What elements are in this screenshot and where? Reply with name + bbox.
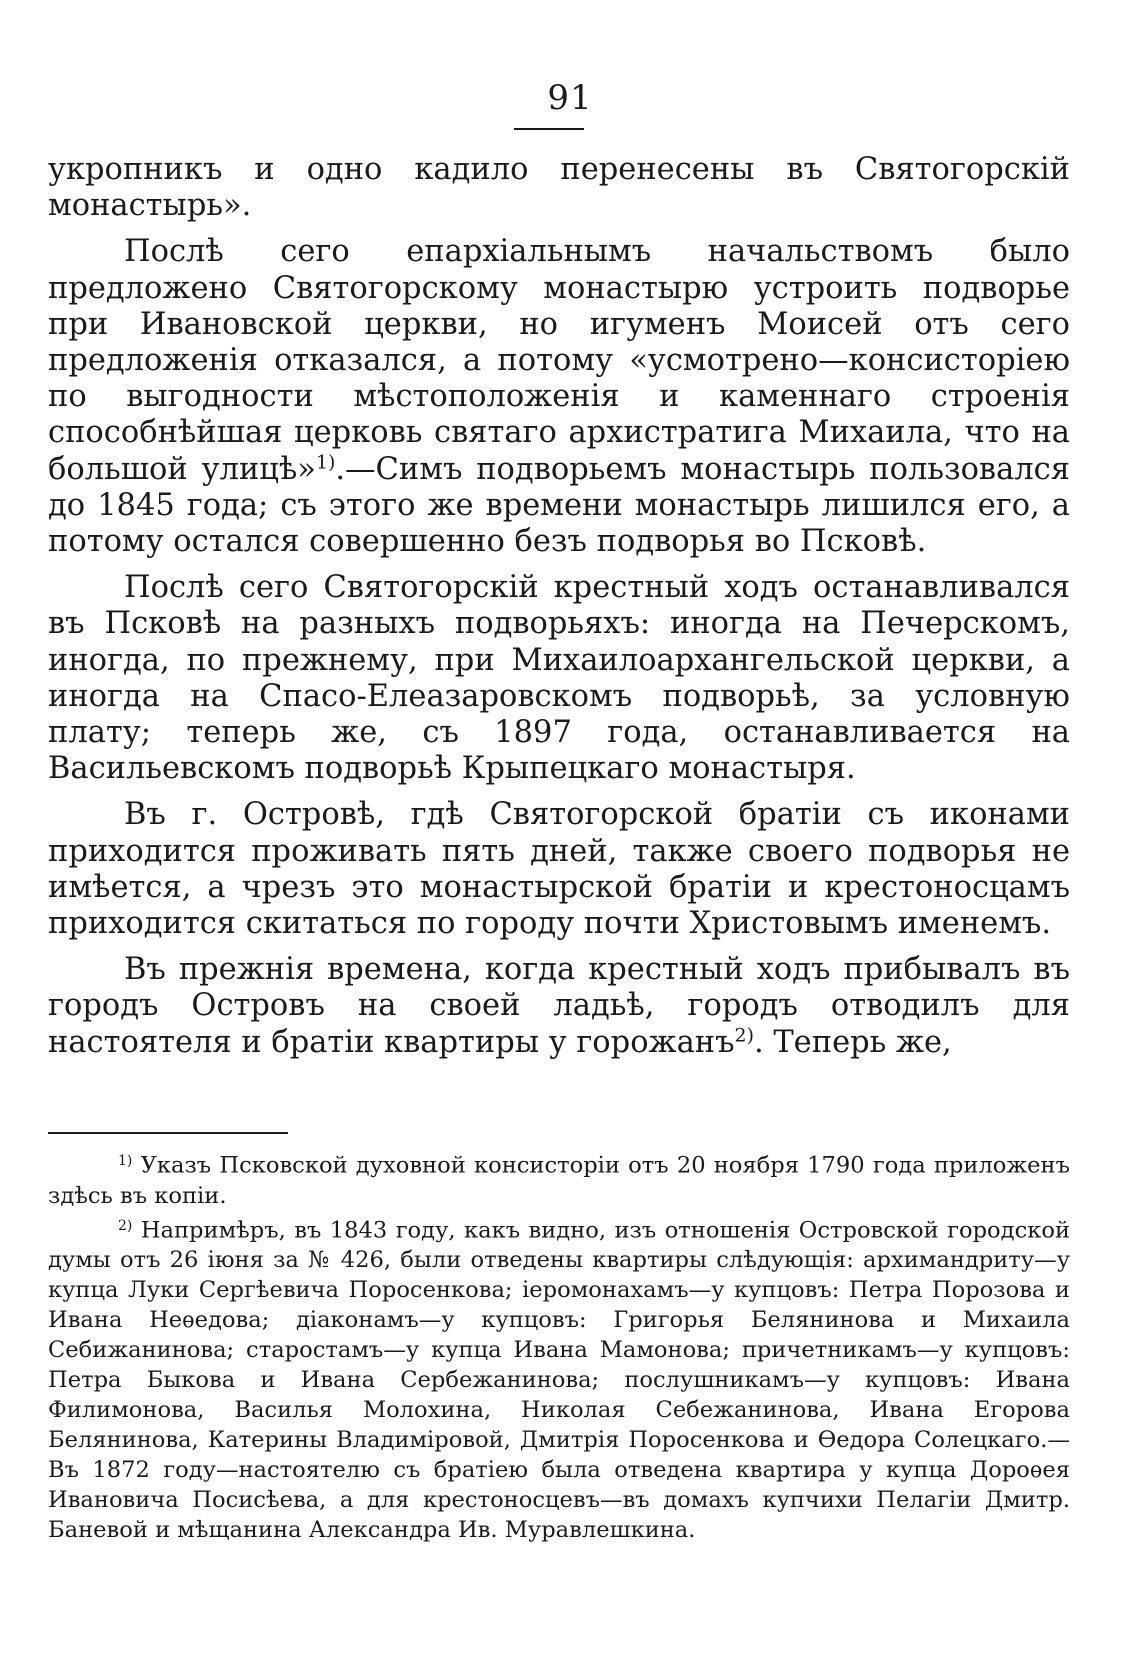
paragraph — [48, 570, 1070, 787]
paragraph — [48, 797, 1070, 942]
footnote — [48, 1211, 1070, 1546]
page-number: 91 — [547, 78, 593, 118]
footnotes — [48, 1146, 1070, 1545]
paragraph — [48, 952, 1070, 1061]
paragraph — [48, 234, 1070, 560]
paragraph — [48, 152, 1070, 224]
paragraph-text: Послѣ сего епархіальнымъ начальствомъ было предложено Святогорскому монастырю устроить подворье при Ивановской церкви, но игуменъ Моисей отъ сего предложенія отказался, а потому «усмотрено—консисторіею по выгодности мѣстоположенія и каменнаго строенія способнѣйшая церковь святаго архистратига Михаила, что на большой улицѣ» — [48, 234, 1070, 487]
footnote-reference: 2) — [734, 1024, 754, 1047]
footnote-mark: 2) — [118, 1217, 133, 1234]
paragraph-text-continued: .—Симъ подворьемъ монастырь пользовался до 1845 года; съ этого же времени монастырь лишился его, а потому остался совершенно безъ подворья во Псковѣ. — [48, 451, 1070, 560]
main-text — [48, 152, 1070, 1061]
footnote-mark: 1) — [118, 1153, 133, 1169]
paragraph-text: Въ прежнія времена, когда крестный ходъ прибывалъ въ городъ Островъ на своей ладьѣ, городъ отводилъ для настоятеля и братіи квартиры у горожанъ — [48, 952, 1070, 1060]
footnote-text: Указъ Псковской духовной консисторіи отъ 20 ноября 1790 года приложенъ здѣсь въ копіи. — [48, 1152, 1070, 1209]
paragraph-text: Послѣ сего Святогорскій крестный ходъ останавливался въ Псковѣ на разныхъ подворьяхъ: иногда на Печерскомъ, иногда, по прежнему, при Михаилоархангельской церкви, а иногда на Спасо-Елеазаровскомъ подворьѣ, за условную плату; теперь же, съ 1897 года, останавливается на Васильевскомъ подворьѣ Крыпецкаго монастыря. — [48, 570, 1070, 787]
paragraph-text: укропникъ и одно кадило перенесены въ Святогорскій монастырь». — [48, 152, 1070, 224]
footnote — [48, 1146, 1070, 1211]
page-number-underline — [514, 128, 584, 130]
footnote-separator — [48, 1132, 288, 1134]
footnote-text: Напримѣръ, въ 1843 году, какъ видно, изъ отношенія Островской городской думы отъ 26 іюня за № 426, были отведены квартиры слѣдующія: архимандриту—у купца Луки Сергѣевича Поросенкова; іеромонахамъ—у купцовъ: Петра Порозова и Ивана Неѳедова; діаконамъ—у купцовъ: Григорья Белянинова и Михаила Себижанинова; старостамъ—у купца Ивана Мамонова; причетникамъ—у купцовъ: Петра Быкова и Ивана Сербежанинова; послушникамъ—у купцовъ: Ивана Филимонова, Василья Молохина, Николая Себежанинова, Ивана Егорова Белянинова, Катерины Владиміровой, Дмитрія Поросенкова и Ѳедора Солецкаго.—Въ 1872 году—настоятелю съ братіею была отведена квартира у купца Дороѳея Ивановича Посисѣева, а для крестоносцевъ—въ домахъ купчихи Пелагіи Дмитр. Баневой и мѣщанина Александра Ив. Муравлешкина. — [48, 1217, 1071, 1544]
footnote-reference: 1) — [315, 451, 336, 474]
paragraph-text: Въ г. Островѣ, гдѣ Святогорской братіи съ иконами приходится проживать пять дней, также своего подворья не имѣется, а чрезъ это монастырской братіи и крестоносцамъ приходится скитаться по городу почти Христовымъ именемъ. — [48, 797, 1070, 942]
paragraph-text-continued: . Теперь же, — [753, 1024, 952, 1060]
